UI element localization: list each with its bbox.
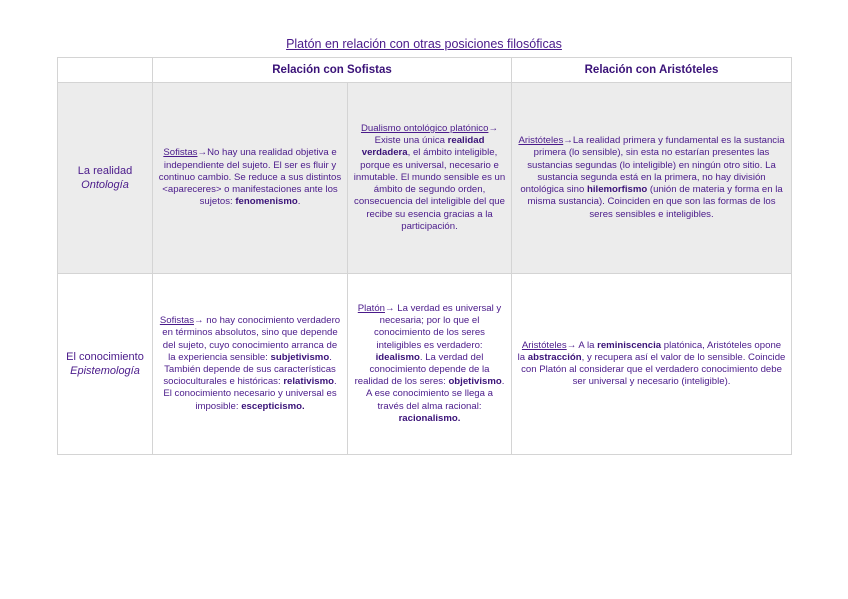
header-empty: [58, 58, 153, 83]
cell-text: . La verdad del conocimiento depende de la realidad de los seres:: [354, 351, 490, 388]
cell-text: → no hay conocimiento verdadero en términos absolutos, sino que depende del sujeto, cuyo conocimiento arranca de la experiencia sensible:: [162, 315, 341, 363]
cell-text: (unión de materia y forma en la misma sustancia). Coinciden en que son las formas de los seres sensibles e inteligibles.: [527, 184, 783, 220]
cell-term: Sofistas: [159, 315, 194, 327]
cell-bold: hilemorfismo: [587, 184, 648, 196]
cell-term: Dualismo ontológico platónico: [360, 123, 489, 135]
row-epistemologia: [58, 274, 792, 455]
row-label: El conocimiento: [66, 351, 144, 363]
header-row: [58, 58, 792, 83]
row-label-italic: Ontología: [81, 179, 129, 191]
row-label: La realidad: [77, 165, 133, 177]
cell-sofistas-ontologia: [153, 83, 348, 274]
comparison-table: [57, 57, 792, 455]
cell-aristoteles-ontologia: [512, 83, 792, 274]
cell-bold: racionalismo.: [398, 412, 461, 424]
cell-text: .: [297, 196, 301, 208]
cell-text: . A ese conocimiento se llega a través del alma racional:: [366, 376, 505, 412]
cell-bold: subjetivismo: [270, 351, 330, 363]
cell-platon-epistemologia: [348, 274, 512, 455]
cell-aristoteles-epistemologia: [512, 274, 792, 455]
cell-bold: relativismo: [283, 376, 334, 388]
cell-text: , el ámbito inteligible, porque es universal, necesario e inmutable. El mundo sensible es un ámbito de segundo orden, consecuencia del inteligible del que recibe su esencia gracias a la participación.: [353, 147, 506, 232]
cell-text: . También depende de sus características socioculturales e históricas:: [163, 351, 336, 388]
cell-term: Aristóteles: [521, 339, 567, 351]
cell-text: →No hay una realidad objetiva e independiente del sujeto. El ser es fluir y continuo cambio. Se reduce a sus distintos <apareceres> o manifestaciones ante los sujetos:: [158, 147, 342, 208]
cell-text: platónica, Aristóteles opone la: [517, 339, 782, 363]
cell-text: → Existe una única: [374, 123, 499, 147]
cell-bold: reminiscencia: [597, 339, 662, 351]
cell-text: → La verdad es universal y necesaria; por lo que el conocimiento de los seres inteligibles es verdadero:: [374, 302, 502, 351]
header-sofistas: Relación con Sofistas: [153, 58, 512, 83]
cell-bold: fenomenismo: [235, 196, 298, 208]
row-label-ontologia: [58, 83, 153, 274]
cell-text: . El conocimiento necesario y universal es imposible:: [163, 376, 337, 412]
cell-sofistas-epistemologia: [153, 274, 348, 455]
row-ontologia: [58, 83, 792, 274]
page-title: Platón en relación con otras posiciones filosóficas: [286, 37, 562, 51]
row-label-epistemologia: [58, 274, 153, 455]
cell-term: Sofistas: [163, 147, 198, 159]
cell-bold: abstracción: [527, 351, 582, 363]
cell-platon-ontologia: [348, 83, 512, 274]
cell-term: Platón: [357, 302, 385, 314]
cell-text: →La realidad primera y fundamental es la sustancia primera (lo sensible), sin esta no estarían presentes las sustancias segundas (lo inteligible) en ningún otro sitio. La sustancia segunda está en la primera, no hay división ontológica sino: [520, 135, 785, 196]
cell-bold: objetivismo: [448, 376, 502, 388]
cell-bold: idealismo: [375, 351, 420, 363]
cell-bold: escepticismo.: [241, 400, 305, 412]
header-aristoteles: Relación con Aristóteles: [512, 58, 792, 83]
cell-text: → A la: [566, 339, 598, 351]
cell-text: , y recupera así el valor de lo sensible. Coincide con Platón al considerar que el verdadero conocimiento debe ser universal y necesario (inteligible).: [521, 351, 786, 388]
cell-bold: realidad verdadera: [361, 135, 485, 159]
cell-term: Aristóteles: [518, 135, 564, 147]
row-label-italic: Epistemología: [70, 365, 140, 377]
